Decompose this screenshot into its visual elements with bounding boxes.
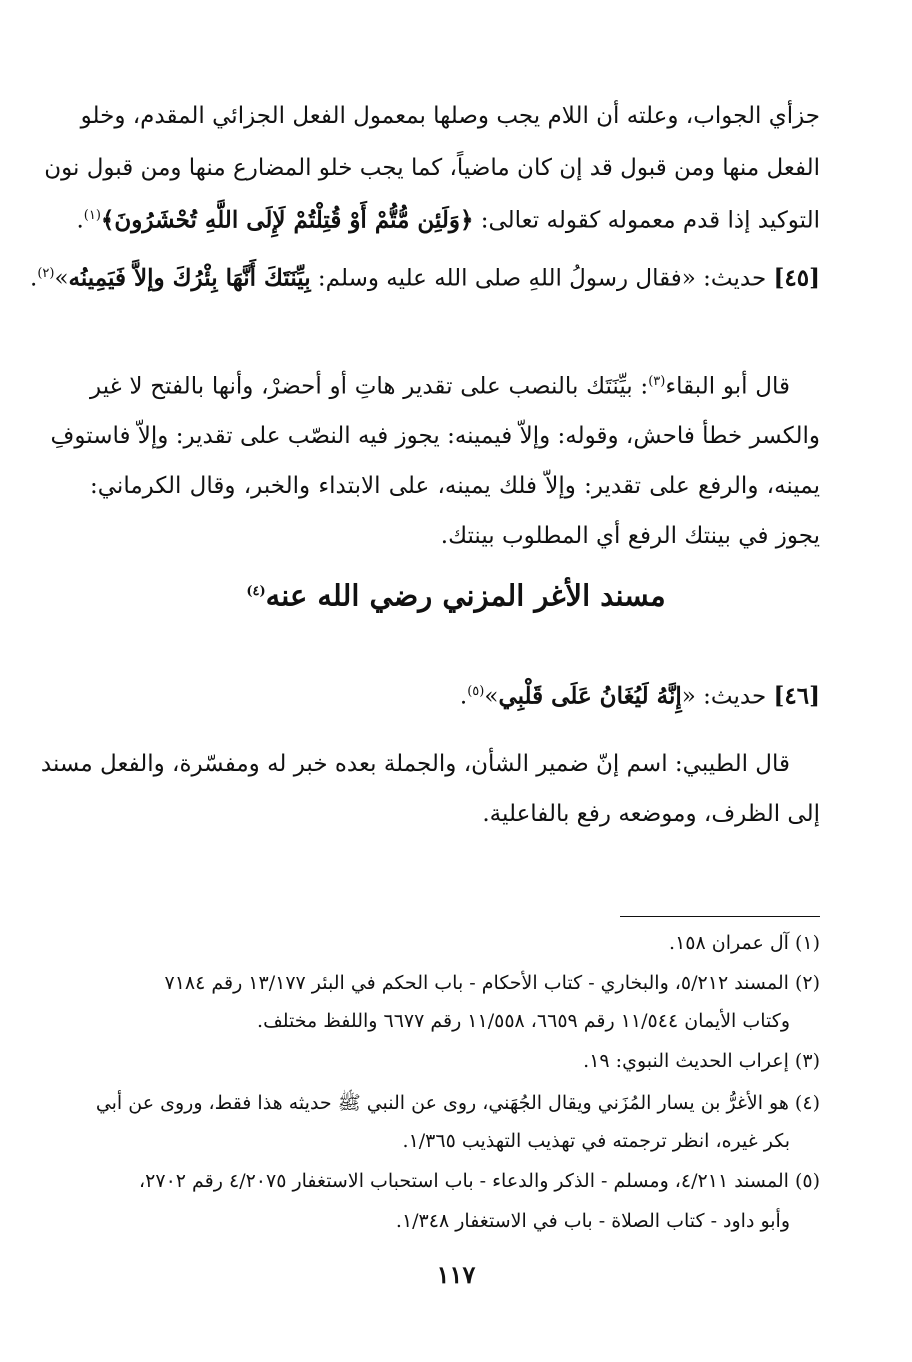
hadith-heading: [٤٥] حديث: «فقال رسولُ اللهِ صلى الله عليه وسلم: بِيِّنَتَكَ أَنَّهَا بِئْرُكَ وإلاَّ فَيَمِينُه»$^{(٢)}$. [30,264,820,292]
quran-verse: ﴿وَلَئِن مُّتُّمْ أَوْ قُتِلْتُمْ لَإِلَى اللَّهِ تُحْشَرُونَ﴾ [100,206,474,234]
footnote-ref: (٥) [467,684,485,699]
footnote: (٥) المسند ٤/٢١١، ومسلم - الذكر والدعاء - باب استحباب الاستغفار ٤/٢٠٧٥ رقم ٢٧٠٢، [139,1170,820,1192]
hadith-number: [٤٦] [773,682,820,710]
footnote-continuation: وكتاب الأيمان ١١/٥٤٤ رقم ٦٦٥٩، ١١/٥٥٨ رقم ٦٦٧٧ واللفظ مختلف. [257,1010,790,1032]
text-line: الفعل منها ومن قبول قد إن كان ماضياً، كما يجب خلو المضارع منها ومن قبول نون [44,155,820,181]
text-line: يجوز في بينتك الرفع أي المطلوب بينتك. [440,523,820,549]
footnote-ref: (١) [83,208,101,223]
text-line: قال الطيبي: اسم إنّ ضمير الشأن، والجملة بعده خبر له ومفسّرة، والفعل مسند [40,751,790,777]
footnote-continuation: بكر غيره، انظر ترجمته في تهذيب التهذيب ١/٣٦٥. [402,1130,790,1152]
text-line: والكسر خطأ فاحش، وقوله: وإلاّ فيمينه: يجوز فيه النصّب على تقدير: وإلاّ فاستوفِ [50,423,820,449]
footnote-ref: (٣) [648,374,666,389]
hadith-heading: [٤٦] حديث: «إِنَّهُ لَيُغَانُ عَلَى قَلْبِي»$^{(٥)}$. [459,682,820,710]
footnote-continuation: وأبو داود - كتاب الصلاة - باب في الاستغفار ١/٣٤٨. [395,1210,790,1232]
footnote-ref: (٢) [37,266,55,281]
footnote: (٢) المسند ٥/٢١٢، والبخاري - كتاب الأحكام - باب الحكم في البئر ١٣/١٧٧ رقم ٧١٨٤ [164,972,820,994]
footnote: (١) آل عمران ١٥٨. [669,932,820,954]
text-line: جزأي الجواب، وعلته أن اللام يجب وصلها بمعمول الفعل الجزائي المقدم، وخلو [80,103,820,129]
text-line: يمينه، والرفع على تقدير: وإلاّ فلك يمينه، على الابتداء والخبر، وقال الكرماني: [90,473,820,499]
text-line: قال أبو البقاء$^{(٣)}$: بيِّنَتَك بالنصب على تقدير هاتِ أو أحضرْ، وأنها بالفتح لا غير [90,373,790,400]
footnote: (٣) إعراب الحديث النبوي: ١٩. [583,1050,820,1072]
hadith-number: [٤٥] [773,264,820,292]
hadith-quote: بِيِّنَتَكَ أَنَّهَا بِئْرُكَ وإلاَّ فَيَمِينُه [68,264,311,292]
text-segment: التوكيد إذا قدم معموله كقوله تعالى: [473,207,820,234]
hadith-quote: إِنَّهُ لَيُغَانُ عَلَى قَلْبِي [498,682,682,710]
text-line: التوكيد إذا قدم معموله كقوله تعالى: ﴿وَلَئِن مُّتُّمْ أَوْ قُتِلْتُمْ لَإِلَى اللَّهِ تُحْشَرُونَ﴾$^{(١)}$. [76,206,820,234]
page-number: ١١٧ [436,1260,476,1289]
footnote-ref: (٤) [246,584,266,599]
footnote: (٤) هو الأغرُّ بن يسار المُزَني ويقال الجُهَني، روى عن النبي ﷺ حديثه هذا فقط، وروى عن أبي [95,1092,820,1114]
section-heading: مسند الأغر المزني رضي الله عنه$^{(٤)}$ [246,578,666,613]
text-line: إلى الظرف، وموضعه رفع بالفاعلية. [482,801,820,827]
footnote-separator [620,916,820,917]
text-segment: حديث: «فقال رسولُ اللهِ صلى الله عليه وسلم: [310,265,774,292]
